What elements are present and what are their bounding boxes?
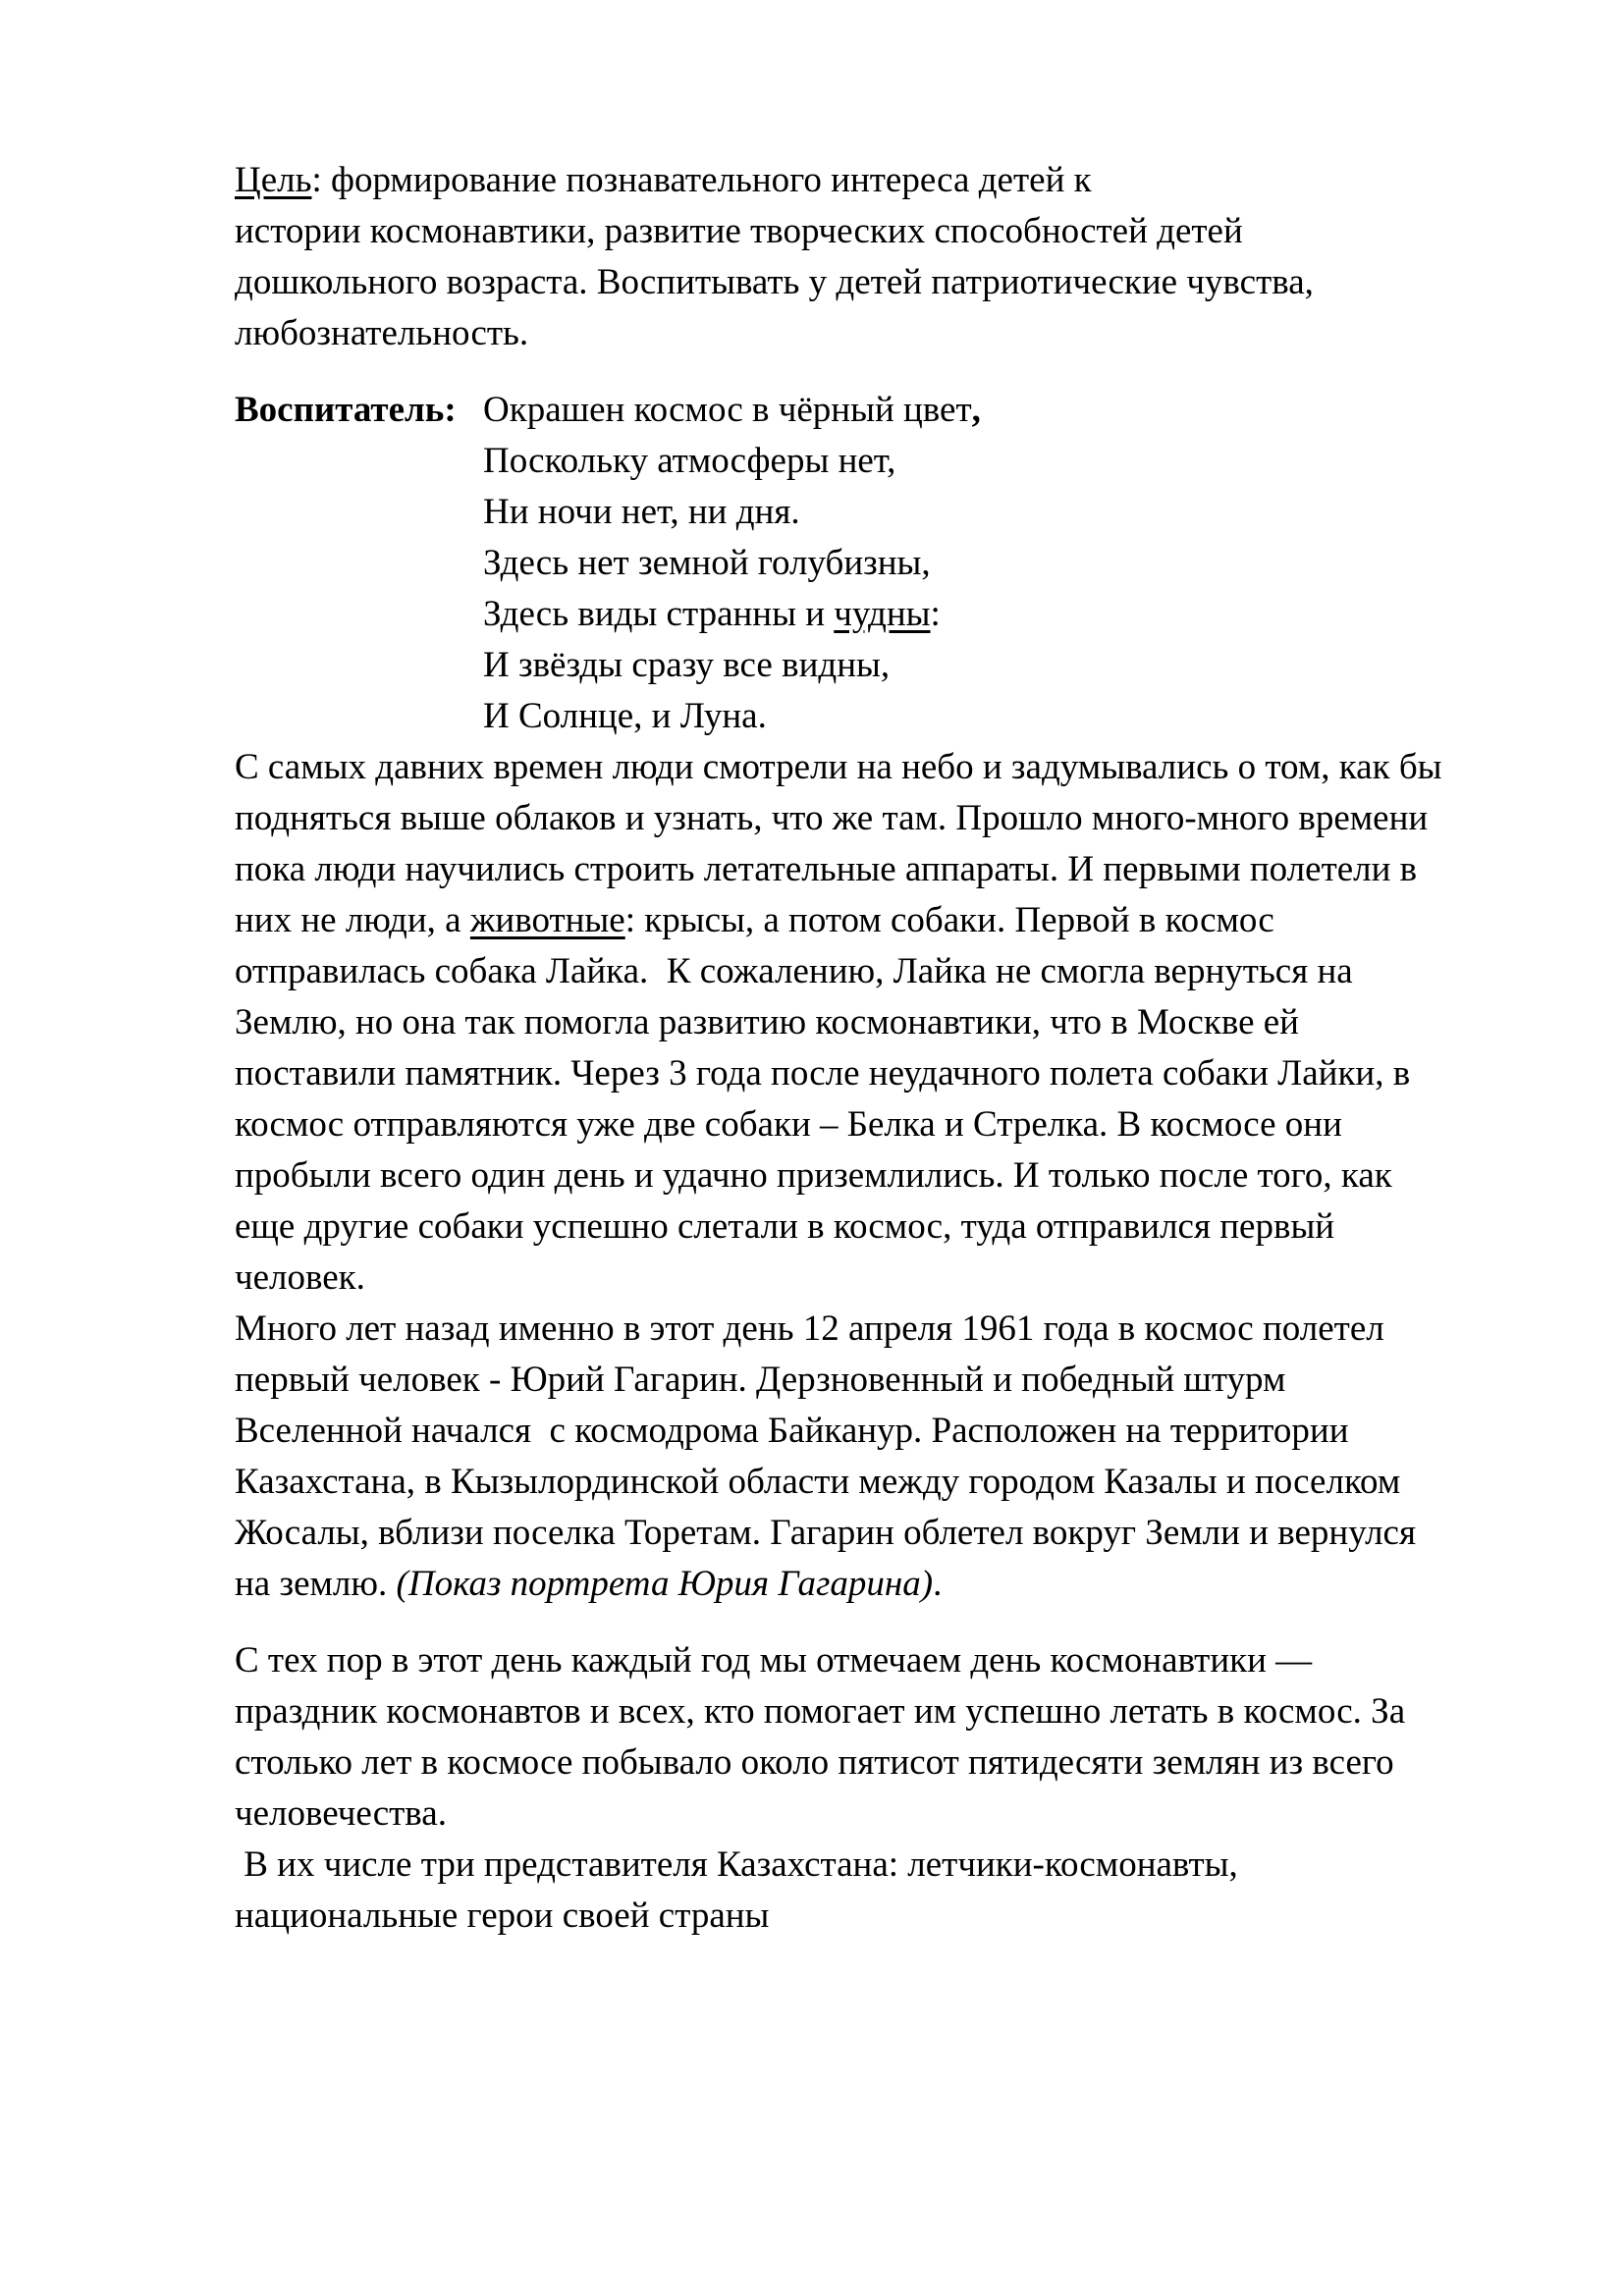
paragraph-line: С тех пор в этот день каждый год мы отмечаем день космонавтики — bbox=[235, 1640, 1313, 1681]
paragraph-line: отправилась собака Лайка. К сожалению, Лайка не смогла вернуться на bbox=[235, 951, 1353, 991]
goal-paragraph bbox=[235, 155, 1531, 359]
paragraph-line: праздник космонавтов и всех, кто помогает им успешно летать в космос. За bbox=[235, 1691, 1406, 1732]
poem-line: Ни ночи нет, ни дня. bbox=[483, 492, 800, 532]
history-paragraph bbox=[235, 742, 1531, 1304]
poem-text: Здесь виды странны и bbox=[483, 594, 835, 634]
poem-text: : bbox=[930, 594, 941, 634]
speaker-label: Воспитатель: bbox=[235, 390, 457, 430]
poem-underlined-word: чудны bbox=[834, 594, 931, 634]
paragraph-line: поставили памятник. Через 3 года после неудачного полета собаки Лайки, в bbox=[235, 1053, 1411, 1094]
paragraph-text: них не люди, а bbox=[235, 900, 470, 940]
paragraph-line: первый человек - Юрий Гагарин. Дерзновенный и победный штурм bbox=[235, 1360, 1286, 1400]
poem-line: Здесь нет земной голубизны, bbox=[483, 543, 931, 583]
poem-line: И звёзды сразу все видны, bbox=[483, 645, 891, 685]
poem-line: И Солнце, и Луна. bbox=[483, 696, 767, 736]
paragraph-line: еще другие собаки успешно слетали в космос, туда отправился первый bbox=[235, 1206, 1335, 1247]
paragraph-line bbox=[235, 1559, 1531, 1610]
cosmonautics-day-paragraph bbox=[235, 1635, 1531, 1942]
paragraph-line: человек. bbox=[235, 1257, 365, 1298]
paragraph-line: Жосалы, вблизи поселка Торетам. Гагарин облетел вокруг Земли и вернулся bbox=[235, 1513, 1416, 1553]
goal-label: Цель bbox=[235, 160, 312, 200]
paragraph-line: Казахстана, в Кызылординской области между городом Казалы и поселком bbox=[235, 1462, 1401, 1502]
goal-line: истории космонавтики, развитие творческих способностей детей bbox=[235, 211, 1243, 251]
teacher-poem bbox=[235, 385, 1531, 742]
paragraph-line: национальные герои своей страны bbox=[235, 1896, 770, 1936]
paragraph-line: Землю, но она так помогла развитию космонавтики, что в Москве ей bbox=[235, 1002, 1299, 1042]
underlined-word: животные bbox=[469, 900, 625, 940]
paragraph-text: : крысы, а потом собаки. Первой в космос bbox=[624, 900, 1274, 940]
stage-direction: (Показ портрета Юрия Гагарина) bbox=[396, 1564, 934, 1604]
paragraph-line: столько лет в космосе побывало около пятисот пятидесяти землян из всего bbox=[235, 1742, 1394, 1783]
paragraph-text: на землю. bbox=[235, 1564, 397, 1604]
paragraph-text: . bbox=[933, 1564, 943, 1604]
poem-comma: , bbox=[971, 390, 981, 430]
paragraph-line: пробыли всего один день и удачно приземлились. И только после того, как bbox=[235, 1155, 1392, 1196]
gagarin-paragraph bbox=[235, 1304, 1531, 1610]
paragraph-line: С самых давних времен люди смотрели на небо и задумывались о том, как бы bbox=[235, 747, 1442, 787]
paragraph-line: В их числе три представителя Казахстана: летчики-космонавты, bbox=[235, 1844, 1238, 1885]
paragraph-line bbox=[235, 895, 1531, 946]
paragraph-line: подняться выше облаков и узнать, что же там. Прошло много-много времени bbox=[235, 798, 1429, 838]
paragraph-line: Вселенной начался с космодрома Байканур. Расположен на территории bbox=[235, 1411, 1349, 1451]
paragraph-line: космос отправляются уже две собаки – Белка и Стрелка. В космосе они bbox=[235, 1104, 1342, 1145]
poem-line: Поскольку атмосферы нет, bbox=[483, 441, 896, 481]
poem-line bbox=[235, 589, 1531, 640]
goal-line: дошкольного возраста. Воспитывать у детей патриотические чувства, bbox=[235, 262, 1314, 302]
paragraph-line: Много лет назад именно в этот день 12 апреля 1961 года в космос полетел bbox=[235, 1308, 1384, 1349]
poem-line bbox=[235, 385, 1531, 436]
paragraph-line: человечества. bbox=[235, 1793, 447, 1834]
goal-text: : формирование познавательного интереса детей к bbox=[311, 160, 1092, 200]
goal-line: любознательность. bbox=[235, 313, 529, 353]
goal-line bbox=[235, 155, 1531, 206]
poem-text: Окрашен космос в чёрный цвет bbox=[483, 390, 972, 430]
paragraph-line: пока люди научились строить летательные аппараты. И первыми полетели в bbox=[235, 849, 1418, 889]
